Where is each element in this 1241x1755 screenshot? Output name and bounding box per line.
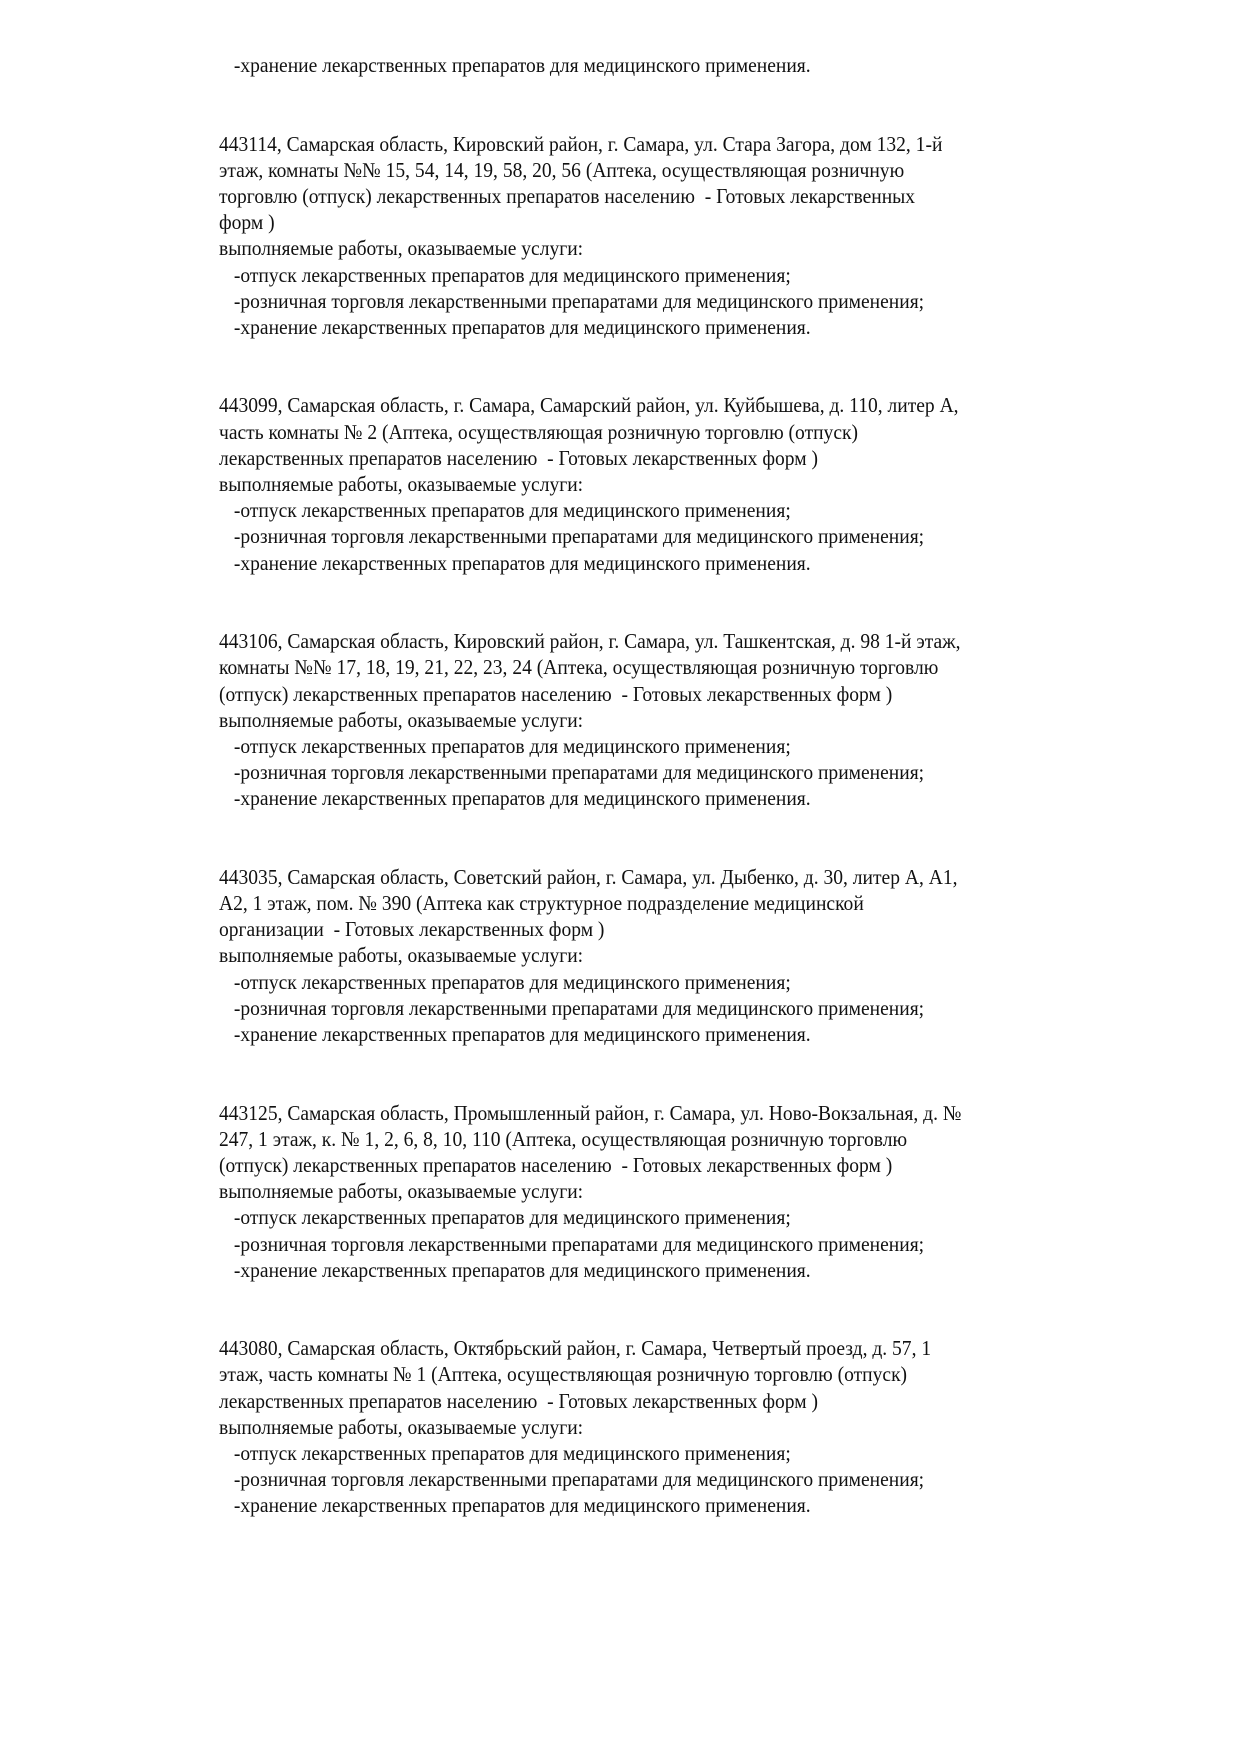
address-line: А2, 1 этаж, пом. № 390 (Аптека как структурное подразделение медицинской — [219, 891, 864, 916]
pharmacy-entry — [219, 1100, 1112, 1283]
service-item: -отпуск лекарственных препаратов для медицинского применения; — [233, 1205, 791, 1230]
entry-spacer — [219, 811, 1112, 863]
entry-spacer — [219, 340, 1112, 392]
entry-spacer — [219, 1047, 1112, 1099]
address-line: этаж, комнаты №№ 15, 54, 14, 19, 58, 20, 56 (Аптека, осуществляющая розничную — [219, 157, 905, 182]
pharmacy-entry — [219, 131, 1112, 341]
address-line: этаж, часть комнаты № 1 (Аптека, осуществляющая розничную торговлю (отпуск) — [219, 1362, 908, 1387]
service-item: -хранение лекарственных препаратов для медицинского применения. — [233, 314, 811, 339]
service-item: -отпуск лекарственных препаратов для медицинского применения; — [233, 498, 791, 523]
address-line: 443080, Самарская область, Октябрьский район, г. Самара, Четвертый проезд, д. 57, 1 — [219, 1336, 932, 1361]
services-label: выполняемые работы, оказываемые услуги: — [219, 943, 584, 968]
address-line: 443099, Самарская область, г. Самара, Самарский район, ул. Куйбышева, д. 110, литер А, — [219, 393, 959, 418]
address-line: комнаты №№ 17, 18, 19, 21, 22, 23, 24 (Аптека, осуществляющая розничную торговлю — [219, 655, 939, 680]
service-item: -розничная торговля лекарственными препаратами для медицинского применения; — [233, 524, 925, 549]
service-item: -хранение лекарственных препаратов для медицинского применения. — [233, 786, 811, 811]
service-item: -розничная торговля лекарственными препаратами для медицинского применения; — [233, 760, 925, 785]
address-line: лекарственных препаратов населению - Готовых лекарственных форм ) — [219, 445, 818, 470]
services-label: выполняемые работы, оказываемые услуги: — [219, 707, 584, 732]
service-item: -отпуск лекарственных препаратов для медицинского применения; — [233, 733, 791, 758]
services-label: выполняемые работы, оказываемые услуги: — [219, 472, 584, 497]
service-item: -отпуск лекарственных препаратов для медицинского применения; — [233, 1441, 791, 1466]
address-line: форм ) — [219, 210, 275, 235]
service-item: -розничная торговля лекарственными препаратами для медицинского применения; — [233, 995, 925, 1020]
service-item: -отпуск лекарственных препаратов для медицинского применения; — [233, 262, 791, 287]
address-line: торговлю (отпуск) лекарственных препаратов населению - Готовых лекарственных — [219, 183, 916, 208]
address-line: 247, 1 этаж, к. № 1, 2, 6, 8, 10, 110 (Аптека, осуществляющая розничную торговлю — [219, 1126, 908, 1151]
services-label: выполняемые работы, оказываемые услуги: — [219, 1414, 584, 1439]
service-item: -хранение лекарственных препаратов для медицинского применения. — [233, 1022, 811, 1046]
document-page — [219, 52, 1112, 1519]
address-line: 443106, Самарская область, Кировский район, г. Самара, ул. Ташкентская, д. 98 1-й этаж, — [219, 629, 961, 654]
address-line: организации - Готовых лекарственных форм ) — [219, 917, 605, 942]
service-item: -розничная торговля лекарственными препаратами для медицинского применения; — [233, 1231, 925, 1256]
entry-spacer — [219, 78, 1112, 130]
pharmacy-entry — [219, 392, 1112, 575]
address-line: лекарственных препаратов населению - Готовых лекарственных форм ) — [219, 1388, 818, 1413]
service-item: -розничная торговля лекарственными препаратами для медицинского применения; — [233, 288, 925, 313]
pharmacy-entry — [219, 864, 1112, 1047]
service-item: -хранение лекарственных препаратов для медицинского применения. — [233, 550, 811, 575]
address-line: 443035, Самарская область, Советский район, г. Самара, ул. Дыбенко, д. 30, литер А, А1, — [219, 864, 958, 889]
service-item: -хранение лекарственных препаратов для медицинского применения. — [233, 1493, 811, 1518]
entry-spacer — [219, 576, 1112, 628]
services-label: выполняемые работы, оказываемые услуги: — [219, 236, 584, 261]
service-item: -розничная торговля лекарственными препаратами для медицинского применения; — [233, 1467, 925, 1492]
pharmacy-entries — [219, 78, 1112, 1518]
address-line: часть комнаты № 2 (Аптека, осуществляющая розничную торговлю (отпуск) — [219, 419, 858, 444]
pharmacy-entry — [219, 1335, 1112, 1518]
services-label: выполняемые работы, оказываемые услуги: — [219, 1179, 584, 1204]
pharmacy-entry — [219, 628, 1112, 811]
preamble-service-line: -хранение лекарственных препаратов для медицинского применения. — [233, 53, 811, 77]
service-item: -отпуск лекарственных препаратов для медицинского применения; — [233, 969, 791, 994]
address-line: (отпуск) лекарственных препаратов населению - Готовых лекарственных форм ) — [219, 681, 893, 706]
address-line: 443114, Самарская область, Кировский район, г. Самара, ул. Стара Загора, дом 132, 1-й — [219, 131, 943, 156]
entry-spacer — [219, 1283, 1112, 1335]
address-line: 443125, Самарская область, Промышленный район, г. Самара, ул. Ново-Вокзальная, д. № — [219, 1100, 962, 1125]
service-item: -хранение лекарственных препаратов для медицинского применения. — [233, 1257, 811, 1282]
address-line: (отпуск) лекарственных препаратов населению - Готовых лекарственных форм ) — [219, 1152, 893, 1177]
